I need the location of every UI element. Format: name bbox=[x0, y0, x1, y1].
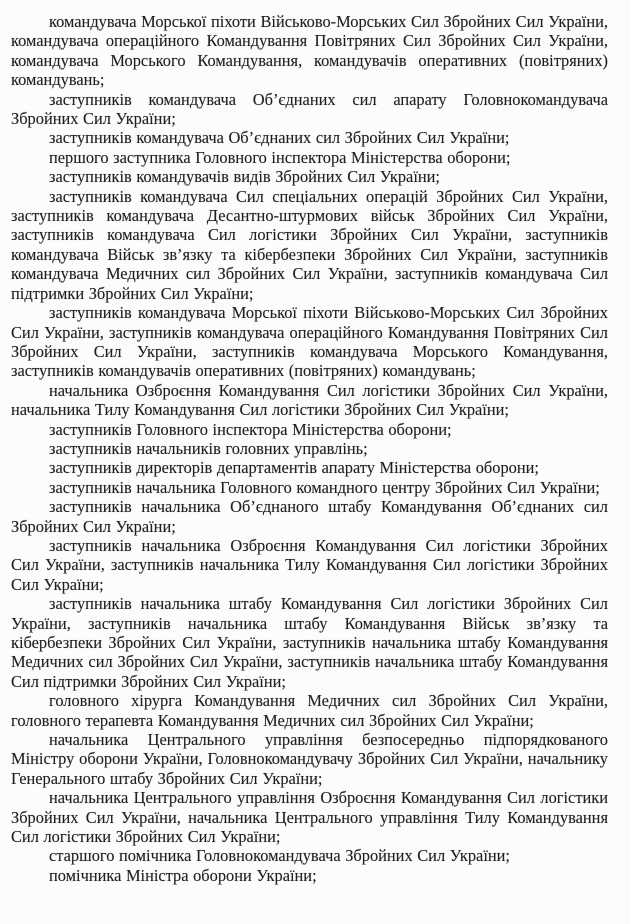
paragraph: заступників командувача Об’єднаних сил Збройних Сил України; bbox=[49, 128, 510, 148]
paragraph: заступників командувача Об’єднаних сил апарату Головнокомандувача Збройних Сил України; bbox=[11, 89, 608, 129]
paragraph: заступників начальника Озброєння Командування Сил логістики Збройних Сил України, заступників начальника Тилу Командування Сил логістики Збройних Сил України; bbox=[11, 535, 608, 594]
paragraph: заступників командувача Сил спеціальних операцій Збройних Сил України, заступників командувача Десантно-штурмових військ Збройних Сил України, заступників командувача Сил логістики Збройних Сил України, заступників командувача Військ зв’язку та кібербезпеки Збройних Сил України, заступників командувача Медичних сил Збройних Сил України, заступників командувача Сил підтримки Збройних Сил України; bbox=[11, 186, 608, 303]
paragraph: заступників командувачів видів Збройних Сил України; bbox=[49, 167, 440, 187]
paragraph: головного хірурга Командування Медичних сил Збройних Сил України, головного терапевта Командування Медичних сил Збройних Сил України; bbox=[11, 691, 608, 730]
paragraph: заступників Головного інспектора Міністерства оборони; bbox=[49, 419, 452, 439]
paragraph: командувача Морської піхоти Військово-Морських Сил Збройних Сил України, командувача операційного Командування Повітряних Сил Збройних Сил України, командувача Морського Командування, командувачів оперативних (повітряних) командувань; bbox=[11, 12, 608, 90]
paragraph: заступників командувача Морської піхоти Військово-Морських Сил Збройних Сил України, заступників командувача операційного Командування Повітряних Сил Збройних Сил України, заступників командувача Морського Командування, заступників командувачів оперативних (повітряних) командувань; bbox=[11, 303, 608, 381]
paragraph: начальника Центрального управління Озброєння Командування Сил логістики Збройних Сил України, начальника Центрального управління Тилу Командування Сил логістики Збройних Сил України; bbox=[11, 788, 608, 847]
paragraph: начальника Озброєння Командування Сил логістики Збройних Сил України, начальника Тилу Командування Сил логістики Збройних Сил України; bbox=[11, 380, 608, 420]
paragraph: першого заступника Головного інспектора Міністерства оборони; bbox=[49, 147, 511, 167]
paragraph: заступників начальників головних управлінь; bbox=[49, 438, 368, 458]
paragraph: заступників начальника Головного командного центру Збройних Сил України; bbox=[49, 477, 600, 497]
paragraph: старшого помічника Головнокомандувача Збройних Сил України; bbox=[49, 846, 510, 866]
paragraph: заступників директорів департаментів апарату Міністерства оборони; bbox=[49, 458, 539, 478]
paragraph: заступників начальника штабу Командування Сил логістики Збройних Сил України, заступників начальника штабу Командування Військ зв’язку та кібербезпеки Збройних Сил України, заступників начальника штабу Командування Медичних сил Збройних Сил України, заступників начальника штабу Командування Сил підтримки Збройних Сил України; bbox=[11, 594, 608, 691]
paragraph: начальника Центрального управління безпосередньо підпорядкованого Міністру оборони України, Головнокомандувачу Збройних Сил України, начальнику Генерального штабу Збройних Сил України; bbox=[11, 730, 608, 788]
paragraph: помічника Міністра оборони України; bbox=[49, 865, 317, 885]
paragraph: заступників начальника Об’єднаного штабу Командування Об’єднаних сил Збройних Сил України; bbox=[11, 497, 608, 536]
